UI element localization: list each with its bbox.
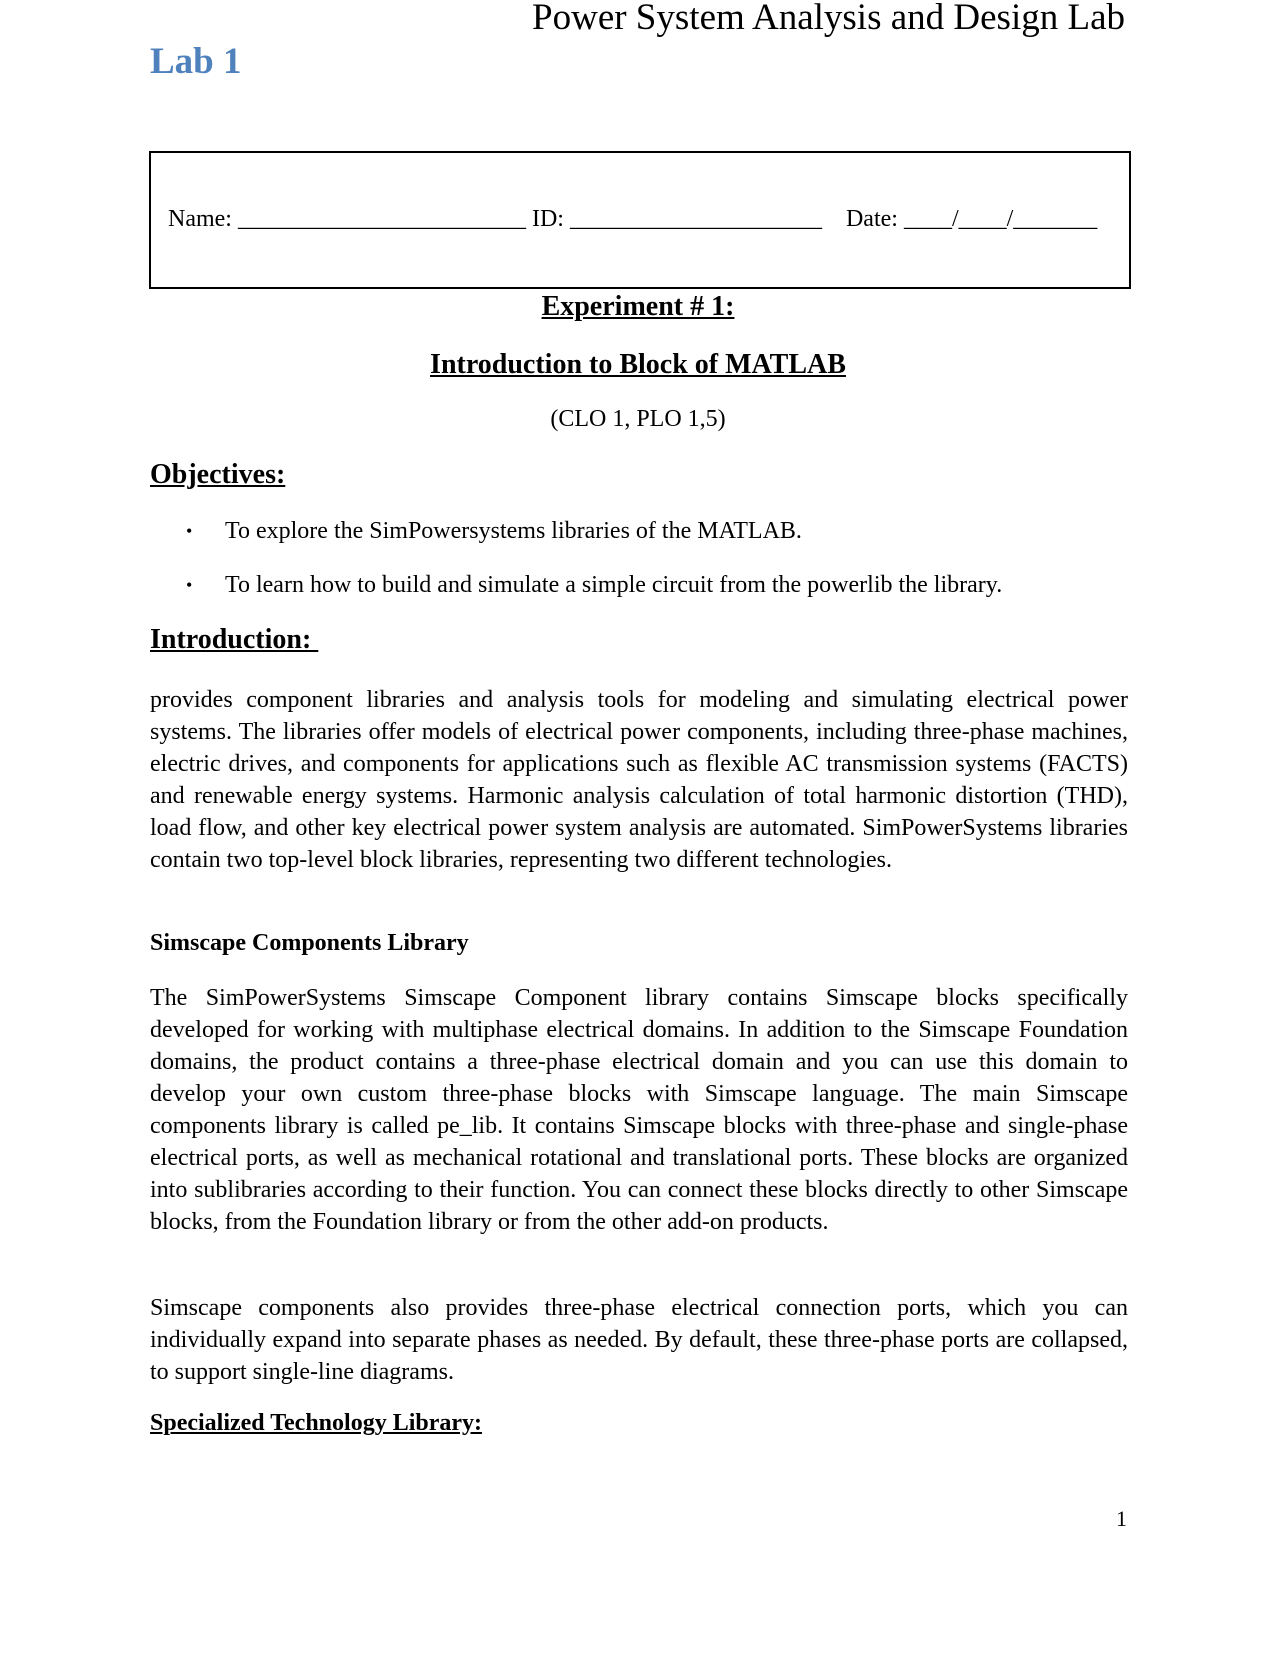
simscape-paragraph-2: Simscape components also provides three-phase electrical connection ports, which you can individually expand into separate phases as needed. By default, these three-phase ports are collapsed, to support single-line diagrams. [150,1295,1128,1385]
student-info-fields: Name: ________________________ ID: _____________________ Date: ____/____/_______ [168,206,1098,232]
introduction-paragraph: provides component libraries and analysis tools for modeling and simulating electrical power systems. The libraries offer models of electrical power components, including three-phase machines, electric drives, and components for applications such as flexible AC transmission systems (FACTS) and renewable energy systems. Harmonic analysis calculation of total harmonic distortion (THD), load flow, and other key electrical power system analysis are automated. SimPowerSystems libraries contain two top-level block libraries, representing two different technologies. [150,687,1128,873]
bullet-icon: • [186,575,193,595]
bullet-icon: • [186,521,193,541]
objectives-list [150,516,1130,624]
objectives-heading: Objectives: [150,459,286,490]
course-title: Power System Analysis and Design Lab [532,0,1125,38]
introduction-heading: Introduction: [150,624,319,655]
list-item [150,516,1130,570]
clo-plo-reference: (CLO 1, PLO 1,5) [550,406,726,432]
specialized-technology-heading: Specialized Technology Library: [150,1410,483,1436]
page-number: 1 [1116,1506,1127,1531]
experiment-subtitle: Introduction to Block of MATLAB [430,349,846,380]
experiment-title: Experiment # 1: [541,291,735,322]
lab-number-heading: Lab 1 [150,41,242,82]
list-item [150,570,1130,624]
student-info-box [149,151,1131,289]
objective-text: To explore the SimPowersystems libraries of the MATLAB. [225,518,802,544]
simscape-paragraph-1: The SimPowerSystems Simscape Component library contains Simscape blocks specifically developed for working with multiphase electrical domains. In addition to the Simscape Foundation domains, the product contains a three-phase electrical domain and you can use this domain to develop your own custom three-phase blocks with Simscape language. The main Simscape components library is called pe_lib. It contains Simscape blocks with three-phase and single-phase electrical ports, as well as mechanical rotational and translational ports. These blocks are organized into sublibraries according to their function. You can connect these blocks directly to other Simscape blocks, from the Foundation library or from the other add-on products. [150,985,1128,1235]
simscape-components-heading: Simscape Components Library [150,930,469,956]
objective-text: To learn how to build and simulate a simple circuit from the powerlib the library. [225,572,1003,598]
